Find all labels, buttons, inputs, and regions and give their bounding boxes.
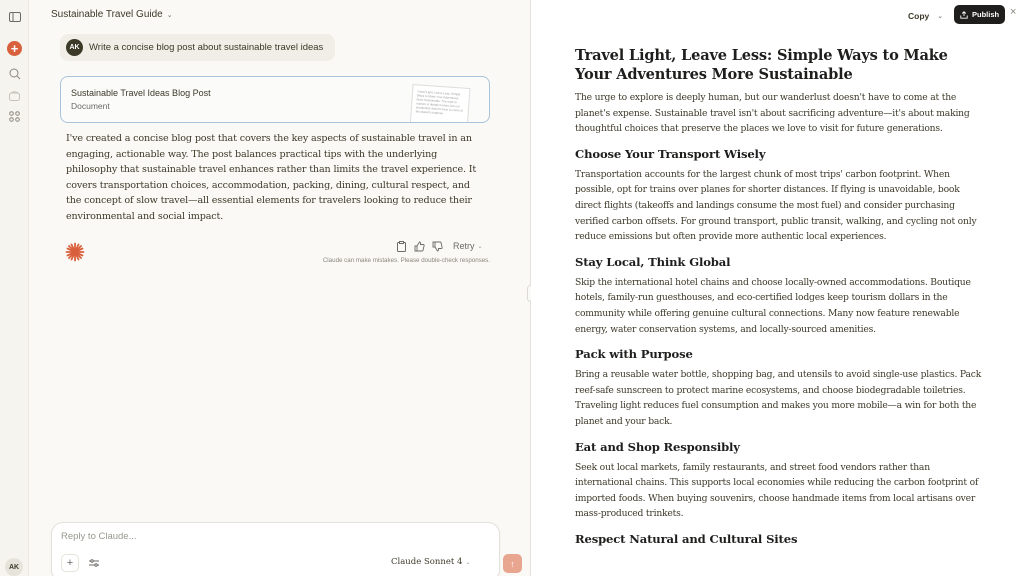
projects-icon[interactable] bbox=[7, 88, 22, 103]
chevron-down-icon[interactable]: ⌄ bbox=[937, 12, 944, 20]
artifact-pane bbox=[531, 0, 1024, 576]
chats-icon[interactable] bbox=[7, 66, 22, 81]
thumbs-up-icon[interactable] bbox=[413, 240, 425, 252]
publish-label: Publish bbox=[972, 10, 1000, 19]
user-avatar[interactable]: AK bbox=[5, 558, 23, 576]
copy-icon[interactable] bbox=[395, 240, 407, 252]
arrow-up-icon: ↑ bbox=[510, 558, 515, 569]
thumbs-down-icon[interactable] bbox=[431, 240, 443, 252]
chevron-down-icon: ⌄ bbox=[465, 559, 471, 566]
retry-label: Retry bbox=[453, 241, 475, 251]
section-heading: Respect Natural and Cultural Sites bbox=[575, 531, 798, 546]
close-artifact-button[interactable] bbox=[1010, 6, 1016, 18]
section-heading: Eat and Shop Responsibly bbox=[575, 439, 740, 454]
reply-input[interactable] bbox=[61, 531, 361, 542]
artifact-thumbnail: Travel Light, Leave Less: Simple Ways to Make Your Adventures More Sustainable. The urge to explore is deeply human, but our wanderlust doesn't have to come at the planet's expense. bbox=[410, 84, 471, 123]
user-message-text: Write a concise blog post about sustainable travel ideas bbox=[89, 42, 324, 53]
retry-button[interactable] bbox=[453, 241, 483, 251]
artifact-type: Document bbox=[71, 101, 110, 111]
user-message-avatar: AK bbox=[66, 39, 83, 56]
close-icon: × bbox=[1010, 6, 1017, 18]
section-heading: Pack with Purpose bbox=[575, 347, 693, 362]
copy-label: Copy bbox=[908, 10, 930, 21]
claude-logo-icon bbox=[65, 242, 85, 262]
copy-button[interactable] bbox=[903, 6, 948, 25]
sidebar-toggle-icon[interactable] bbox=[7, 9, 22, 24]
section-body: Seek out local markets, family restaurants, and street food vendors rather than international chains. This supports local economies while reducing the carbon footprint of imported foods. When buying souvenirs, choose handmade items from local artisans over mass-produced trinkets. bbox=[575, 461, 979, 520]
upload-icon bbox=[960, 11, 968, 19]
user-message bbox=[60, 34, 335, 61]
new-chat-button[interactable]: + bbox=[7, 41, 22, 56]
chevron-down-icon: ⌄ bbox=[477, 243, 483, 250]
artifact-title: Sustainable Travel Ideas Blog Post bbox=[71, 88, 211, 98]
composer bbox=[51, 522, 515, 576]
document-title: Travel Light, Leave Less: Simple Ways to Make Your Adventures More Sustainable bbox=[575, 47, 948, 83]
sliders-icon bbox=[89, 559, 99, 567]
section-heading: Choose Your Transport Wisely bbox=[575, 146, 766, 161]
section-body: Transportation accounts for the largest chunk of most trips' carbon footprint. When possible, opt for trains over planes for shorter distances. If flying is unavoidable, book direct flights (takeoffs and landings consume the most fuel) and consider purchasing verified carbon offsets. For ground transport, public transit, walking, and cycling not only reduce emissions but often provide more authentic local experiences. bbox=[575, 168, 977, 243]
section-body: Skip the international hotel chains and choose locally-owned accommodations. Boutique hotels, family-run guesthouses, and eco-certified lodges keep tourism dollars in the community while offering genuine cultural connections. Many now feature renewable energy, water conservation systems, and locally-sourced amenities. bbox=[575, 276, 971, 335]
send-button[interactable] bbox=[503, 554, 522, 573]
artifacts-icon[interactable] bbox=[7, 109, 22, 124]
model-selector[interactable] bbox=[391, 557, 470, 567]
publish-button[interactable] bbox=[954, 5, 1005, 24]
disclaimer-text: Claude can make mistakes. Please double-check responses. bbox=[322, 257, 490, 264]
sidebar-rail bbox=[0, 0, 29, 576]
document-intro: The urge to explore is deeply human, but our wanderlust doesn't have to come at the planet's expense. Sustainable travel isn't about sacrificing adventure—it's about making thoughtful choices that preserve the places we love to visit for future generations. bbox=[575, 92, 970, 135]
chevron-down-icon: ⌄ bbox=[166, 11, 173, 19]
document-content bbox=[575, 46, 985, 552]
message-actions bbox=[395, 240, 483, 252]
assistant-message: I've created a concise blog post that covers the key aspects of sustainable travel in an engaging, actionable way. The post balances practical tips with the underlying philosophy that sustainable travel enhances rather than limits the travel experience. It covers transportation choices, accommodation, packing, dining, cultural respect, and the concept of slow travel—all essential elements for travelers looking to reduce their environmental and social impact. bbox=[66, 133, 477, 222]
chat-pane bbox=[29, 0, 530, 576]
section-body: Bring a reusable water bottle, shopping bag, and utensils to avoid single-use plastics. Pack reef-safe sunscreen to protect marine ecosystems, and choose biodegradable toiletries. Traveling light reduces fuel consumption and makes you more mobile—a win for both the planet and your back. bbox=[575, 369, 982, 427]
tools-button[interactable] bbox=[85, 554, 103, 572]
conversation-title[interactable] bbox=[51, 9, 173, 20]
artifact-card[interactable] bbox=[60, 76, 490, 123]
plus-icon: + bbox=[66, 557, 74, 569]
model-name: Claude Sonnet 4 bbox=[391, 557, 463, 567]
conversation-title-text: Sustainable Travel Guide bbox=[51, 9, 163, 20]
add-attachment-button[interactable] bbox=[61, 554, 79, 572]
section-heading: Stay Local, Think Global bbox=[575, 254, 731, 269]
